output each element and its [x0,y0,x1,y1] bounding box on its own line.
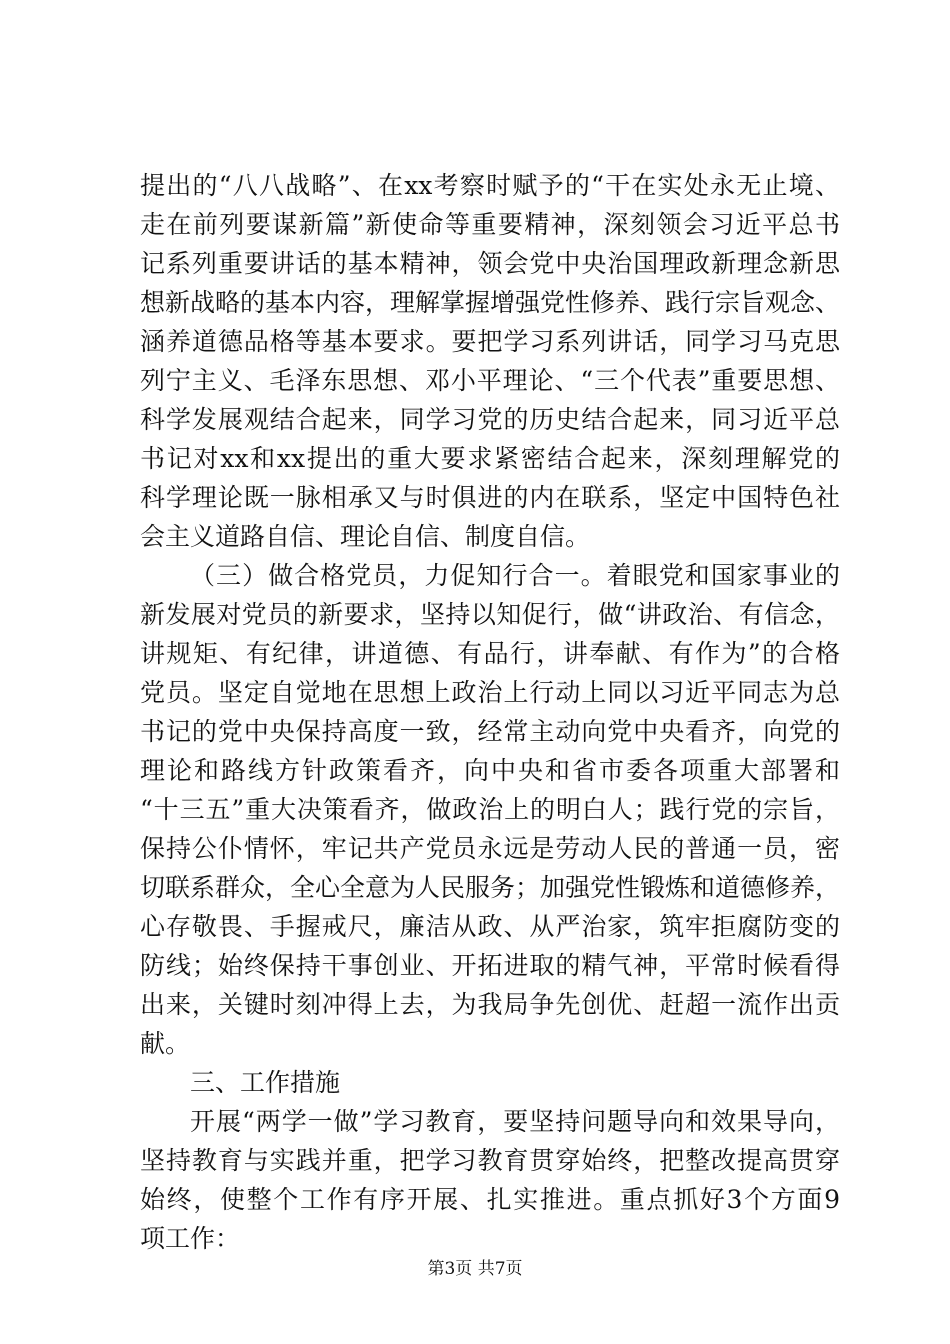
text-line: 提出的“八八战略”、在xx考察时赋予的“干在实处永无止境、 [140,171,840,200]
text-line: 项工作： [140,1224,241,1253]
text-line: 涵养道德品格等基本要求。要把学习系列讲话，同学习马克思 [140,327,840,356]
text-line: 走在前列要谋新篇”新使命等重要精神，深刻领会习近平总书 [140,210,840,239]
text-line: 出来，关键时刻冲得上去，为我局争先创优、赶超一流作出贡 [140,990,840,1019]
section-heading: 三、工作措施 [190,1068,341,1097]
text-line: 列宁主义、毛泽东思想、邓小平理论、“三个代表”重要思想、 [140,366,840,395]
paragraph-heading-line: （三）做合格党员，力促知行合一。着眼党和国家事业的 [190,561,840,590]
text-line: 心存敬畏、手握戒尺，廉洁从政、从严治家，筑牢拒腐防变的 [140,912,840,941]
text-line: “十三五”重大决策看齐，做政治上的明白人；践行党的宗旨， [140,795,840,824]
text-line: 科学发展观结合起来，同学习党的历史结合起来，同习近平总 [140,405,840,434]
text-line: 献。 [140,1029,191,1058]
text-line: 会主义道路自信、理论自信、制度自信。 [140,522,591,551]
text-line: 党员。坚定自觉地在思想上政治上行动上同以习近平同志为总 [140,678,840,707]
text-line: 理论和路线方针政策看齐，向中央和省市委各项重大部署和 [140,756,840,785]
text-line: 保持公仆情怀，牢记共产党员永远是劳动人民的普通一员，密 [140,834,840,863]
text-line: 防线；始终保持干事创业、开拓进取的精气神，平常时候看得 [140,951,840,980]
page-number: 第3页 共7页 [427,1259,523,1279]
text-line: 书记的党中央保持高度一致，经常主动向党中央看齐，向党的 [140,717,840,746]
text-line: 始终，使整个工作有序开展、扎实推进。重点抓好3个方面9 [140,1185,840,1214]
text-line: 坚持教育与实践并重，把学习教育贯穿始终，把整改提高贯穿 [140,1146,840,1175]
text-line: 新发展对党员的新要求，坚持以知促行，做“讲政治、有信念， [140,600,840,629]
text-line: 书记对xx和xx提出的重大要求紧密结合起来，深刻理解党的 [140,444,840,473]
text-line: 开展“两学一做”学习教育，要坚持问题导向和效果导向， [190,1107,840,1136]
text-line: 科学理论既一脉相承又与时俱进的内在联系，坚定中国特色社 [140,483,840,512]
text-line: 想新战略的基本内容，理解掌握增强党性修养、践行宗旨观念、 [140,288,841,317]
text-line: 记系列重要讲话的基本精神，领会党中央治国理政新理念新思 [140,249,840,278]
text-line: 讲规矩、有纪律，讲道德、有品行，讲奉献、有作为”的合格 [140,639,840,668]
text-line: 切联系群众，全心全意为人民服务；加强党性锻炼和道德修养， [140,873,841,902]
